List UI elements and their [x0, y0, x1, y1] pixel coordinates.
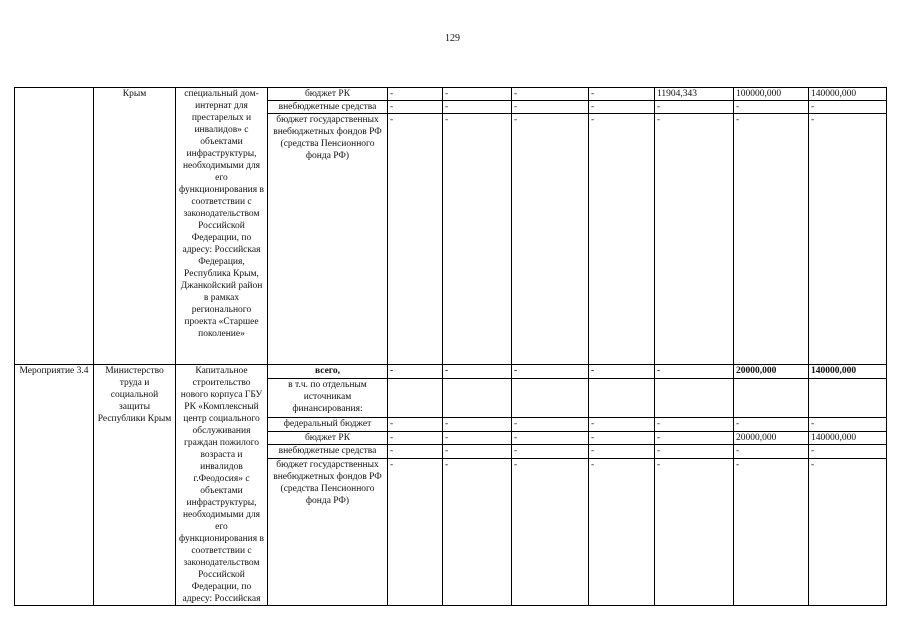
value-cell: - [589, 365, 655, 379]
value-cell: - [734, 101, 809, 114]
value-cell: - [443, 365, 512, 379]
funding-total-cell: всего, [268, 365, 388, 379]
value-cell: - [512, 459, 589, 606]
empty-cell [734, 378, 809, 417]
value-cell: - [734, 114, 809, 365]
table-row [15, 88, 887, 101]
value-cell: - [589, 417, 655, 431]
value-cell: - [734, 459, 809, 606]
value-cell: - [655, 365, 734, 379]
value-cell: - [443, 417, 512, 431]
value-cell: - [734, 445, 809, 459]
empty-cell [655, 378, 734, 417]
value-cell: 20000,000 [734, 431, 809, 445]
value-cell: - [589, 101, 655, 114]
value-cell: - [655, 417, 734, 431]
value-cell: 20000,000 [734, 365, 809, 379]
table-row [15, 365, 887, 379]
value-cell: - [443, 445, 512, 459]
value-cell: - [443, 101, 512, 114]
value-cell: - [443, 114, 512, 365]
empty-cell [443, 378, 512, 417]
value-cell: 140000,000 [809, 88, 887, 101]
description-cell: специальный дом-интернат для престарелых и инвалидов» с объектами инфраструктуры, необходимыми для его функционирования в соответствии с законодательством Российской Федерации, по адресу: Российская Федерация, Республика Крым, Джанкойский район в рамках регионального проекта «Старшее поколение» [176, 88, 268, 365]
value-cell: - [655, 459, 734, 606]
funding-source-cell: внебюджетные средства [268, 101, 388, 114]
value-cell: - [655, 431, 734, 445]
value-cell: - [512, 88, 589, 101]
value-cell: - [655, 445, 734, 459]
value-cell: - [809, 114, 887, 365]
funding-source-cell: бюджет государственных внебюджетных фондов РФ (средства Пенсионного фонда РФ) [268, 459, 388, 606]
value-cell: - [512, 417, 589, 431]
value-cell: - [589, 431, 655, 445]
value-cell: - [443, 431, 512, 445]
value-cell: - [388, 459, 443, 606]
funding-source-cell: бюджет государственных внебюджетных фондов РФ (средства Пенсионного фонда РФ) [268, 114, 388, 365]
value-cell: - [388, 114, 443, 365]
value-cell: - [512, 114, 589, 365]
value-cell: - [388, 417, 443, 431]
funding-source-cell: бюджет РК [268, 88, 388, 101]
measure-name-cell: Мероприятие 3.4 [15, 365, 94, 606]
value-cell: - [655, 101, 734, 114]
budget-table [14, 87, 887, 606]
value-cell: - [734, 417, 809, 431]
value-cell: - [589, 114, 655, 365]
empty-cell [388, 378, 443, 417]
value-cell: - [589, 88, 655, 101]
value-cell: 11904,343 [655, 88, 734, 101]
value-cell: - [388, 101, 443, 114]
value-cell: - [388, 445, 443, 459]
funding-subheader-cell: в т.ч. по отдельным источникам финансирования: [268, 378, 388, 417]
value-cell: - [443, 88, 512, 101]
empty-cell [809, 378, 887, 417]
value-cell: - [388, 431, 443, 445]
empty-cell [512, 378, 589, 417]
value-cell: - [512, 365, 589, 379]
value-cell: - [443, 459, 512, 606]
value-cell: - [655, 114, 734, 365]
funding-source-cell: бюджет РК [268, 431, 388, 445]
value-cell: - [512, 101, 589, 114]
value-cell: 100000,000 [734, 88, 809, 101]
funding-source-cell: внебюджетные средства [268, 445, 388, 459]
page-number: 129 [445, 33, 460, 44]
empty-cell [589, 378, 655, 417]
measure-name-cell [15, 88, 94, 365]
value-cell: - [512, 431, 589, 445]
value-cell: - [809, 459, 887, 606]
value-cell: - [809, 445, 887, 459]
value-cell: - [589, 445, 655, 459]
value-cell: - [589, 459, 655, 606]
description-cell: Капитальное строительство нового корпуса ГБУ РК «Комплексный центр социального обслуживания граждан пожилого возраста и инвалидов г.Феодосия» с объектами инфраструктуры, необходимыми для его функционирования в соответствии с законодательством Российской Федерации, по адресу: Российская [176, 365, 268, 606]
value-cell: - [809, 101, 887, 114]
funding-source-cell: федеральный бюджет [268, 417, 388, 431]
value-cell: - [388, 88, 443, 101]
executor-cell: Крым [94, 88, 176, 365]
value-cell: 140000,000 [809, 431, 887, 445]
executor-cell: Министерство труда и социальной защиты Республики Крым [94, 365, 176, 606]
value-cell: - [809, 417, 887, 431]
value-cell: - [388, 365, 443, 379]
value-cell: 140000,000 [809, 365, 887, 379]
value-cell: - [512, 445, 589, 459]
